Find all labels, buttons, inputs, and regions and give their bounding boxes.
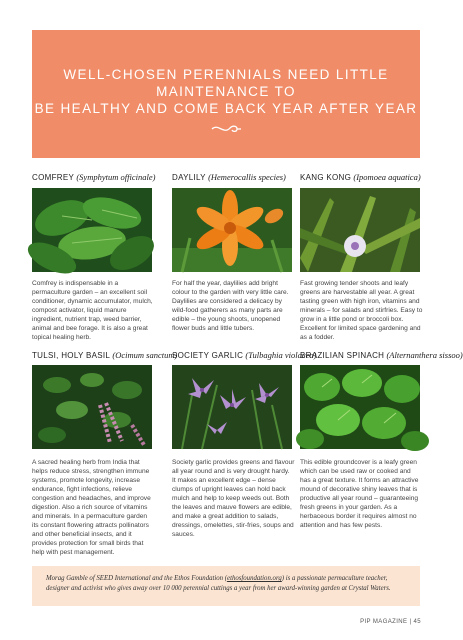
plant-name: BRAZILIAN SPINACH (300, 351, 385, 360)
plant-name: KANG KONG (300, 173, 352, 182)
plant-description: Society garlic provides greens and flavour all year round and is very drought hardy. It makes an excellent edge – dense clumps of upright leaves can hold back mulch and help to keep weeds out. Both the leaves and mauve flowers are edible, and make a great addition to salads, dressings, omelettes, stir-fries, soups and sauces. (172, 459, 295, 538)
author-bio-box (32, 566, 420, 606)
plant-heading (300, 172, 420, 182)
author-bio-text (46, 574, 406, 594)
tulsi-plant-photo (32, 365, 152, 449)
brazilian-spinach-photo (300, 365, 420, 449)
kang-kong-leaves-photo (300, 188, 420, 272)
plant-scientific-name: (Alternanthera sissoo) (386, 350, 463, 360)
plant-description: Fast growing tender shoots and leafy greens are harvestable all year. A great tasting green with high iron, vitamins and minerals – for salads and stirfries. Easy to grow in a little pond or broccoli box. Excellent for limited space gardening and as a fodder. (300, 280, 423, 341)
swirl-ornament-icon (210, 122, 242, 136)
comfrey-leaves-photo (32, 188, 152, 272)
plant-description: For half the year, daylilies add bright colour to the garden with very little care. Daylilies are considered a delicacy by wild-food gatherers as many parts are edible – the young shoots, unopened flower buds and little tubers. (172, 280, 289, 332)
page-number: PIP MAGAZINE | 45 (360, 619, 421, 625)
plant-card-tulsi (32, 350, 178, 360)
plant-card-society-garlic (172, 350, 317, 360)
author-bio-after: ) is a passionate permaculture teacher, designer and activist who gives away over 10 000 perennial cuttings a year from her award-winning garden at Crystal Waters. (46, 575, 391, 592)
headline-line-1: WELL-CHOSEN PERENNIALS NEED LITTLE MAINTENANCE TO (63, 67, 389, 99)
plant-scientific-name: (Hemerocallis species) (208, 172, 286, 182)
headline-line-2: BE HEALTHY AND COME BACK YEAR AFTER YEAR (34, 101, 418, 116)
plant-card-brazilian-spinach (300, 350, 463, 360)
plant-heading (172, 172, 292, 182)
plant-description: A sacred healing herb from India that helps reduce stress, strengthen immune systems, promote longevity, increase endurance, fight infections, relieve congestion and headaches, and improve digestion. Also a rich source of vitamins and minerals. In a permaculture garden its constant flowering attracts pollinators and other beneficial insects, and it provides protection for small birds that help with pest management. (32, 459, 151, 556)
plant-scientific-name: (Ocimum sanctum) (112, 350, 178, 360)
plant-heading (172, 350, 317, 360)
plant-scientific-name: (Ipomoea aquatica) (353, 172, 421, 182)
plant-description: Comfrey is indispensable in a permaculture garden – an excellent soil conditioner, dynamic accumulator, mulch, compost activator, liquid manure ingredient, nutrient trap, weed barrier, animal and bee forage. It is also a great topical healing herb. (32, 280, 153, 341)
society-garlic-flowers-photo (172, 365, 292, 449)
headline-banner (32, 30, 420, 158)
headline-title (32, 66, 420, 117)
ethos-foundation-link[interactable]: ethosfoundation.org (227, 575, 282, 582)
plant-card-kang-kong (300, 172, 420, 182)
plant-card-comfrey (32, 172, 156, 182)
plant-name: TULSI, HOLY BASIL (32, 351, 111, 360)
daylily-flower-photo (172, 188, 292, 272)
plant-name: DAYLILY (172, 173, 206, 182)
plant-description: This edible groundcover is a leafy green which can be used raw or cooked and has a great texture. It forms an attractive mound of decorative shiny leaves that is productive all year round – guaranteeing fresh greens in your garden. As a herbaceous border it requires almost no attention and has few pests. (300, 459, 419, 529)
plant-name: COMFREY (32, 173, 75, 182)
plant-name: SOCIETY GARLIC (172, 351, 244, 360)
plant-heading (32, 350, 178, 360)
plant-heading (300, 350, 463, 360)
author-bio-before: Morag Gamble of SEED International and the Ethos Foundation ( (46, 575, 228, 582)
plant-card-daylily (172, 172, 292, 182)
plant-scientific-name: (Tulbaghia violacea) (245, 350, 317, 360)
plant-scientific-name: (Symphytum officinale) (76, 172, 156, 182)
plant-heading (32, 172, 156, 182)
